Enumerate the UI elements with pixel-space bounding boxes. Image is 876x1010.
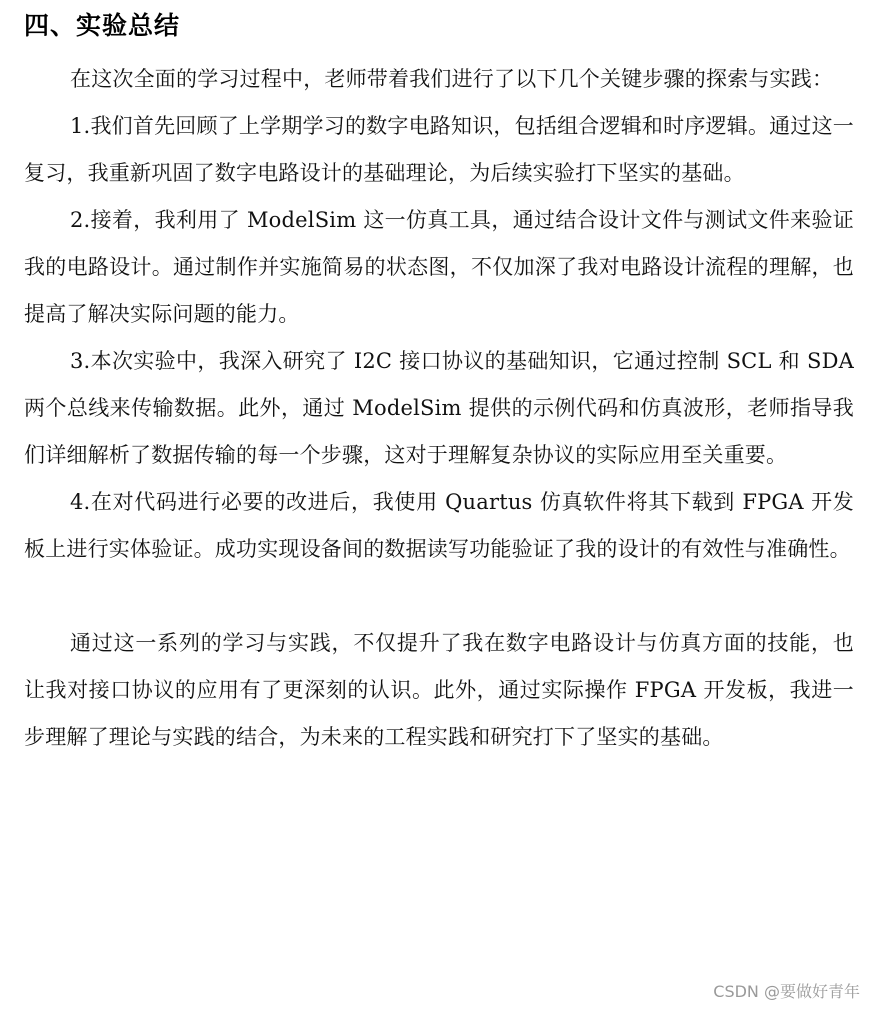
intro-paragraph: 在这次全面的学习过程中，老师带着我们进行了以下几个关键步骤的探索与实践： [70, 67, 834, 91]
step-paragraph-1: 1.我们首先回顾了上学期学习的数字电路知识，包括组合逻辑和时序逻辑。通过这一复习，我重新巩固了数字电路设计的基础理论，为后续实验打下坚实的基础。 [24, 114, 854, 185]
step-paragraph-2: 2.接着，我利用了 ModelSim 这一仿真工具，通过结合设计文件与测试文件来验证我的电路设计。通过制作并实施简易的状态图，不仅加深了我对电路设计流程的理解，也提高了解决实际问题的能力。 [24, 208, 854, 326]
document-body [24, 0, 854, 761]
section-heading: 四、实验总结 [24, 11, 181, 40]
csdn-watermark: CSDN @要做好青年 [713, 982, 860, 1001]
step-paragraph-3: 3.本次实验中，我深入研究了 I2C 接口协议的基础知识，它通过控制 SCL 和 SDA 两个总线来传输数据。此外，通过 ModelSim 提供的示例代码和仿真波形，老师指导我们详细解析了数据传输的每一个步骤，这对于理解复杂协议的实际应用至关重要。 [24, 349, 854, 467]
paragraph-spacer [24, 573, 854, 620]
conclusion-paragraph: 通过这一系列的学习与实践，不仅提升了我在数字电路设计与仿真方面的技能，也让我对接口协议的应用有了更深刻的认识。此外，通过实际操作 FPGA 开发板，我进一步理解了理论与实践的结合，为未来的工程实践和研究打下了坚实的基础。 [24, 631, 854, 749]
step-paragraph-4: 4.在对代码进行必要的改进后，我使用 Quartus 仿真软件将其下载到 FPGA 开发板上进行实体验证。成功实现设备间的数据读写功能验证了我的设计的有效性与准确性。 [24, 490, 854, 561]
